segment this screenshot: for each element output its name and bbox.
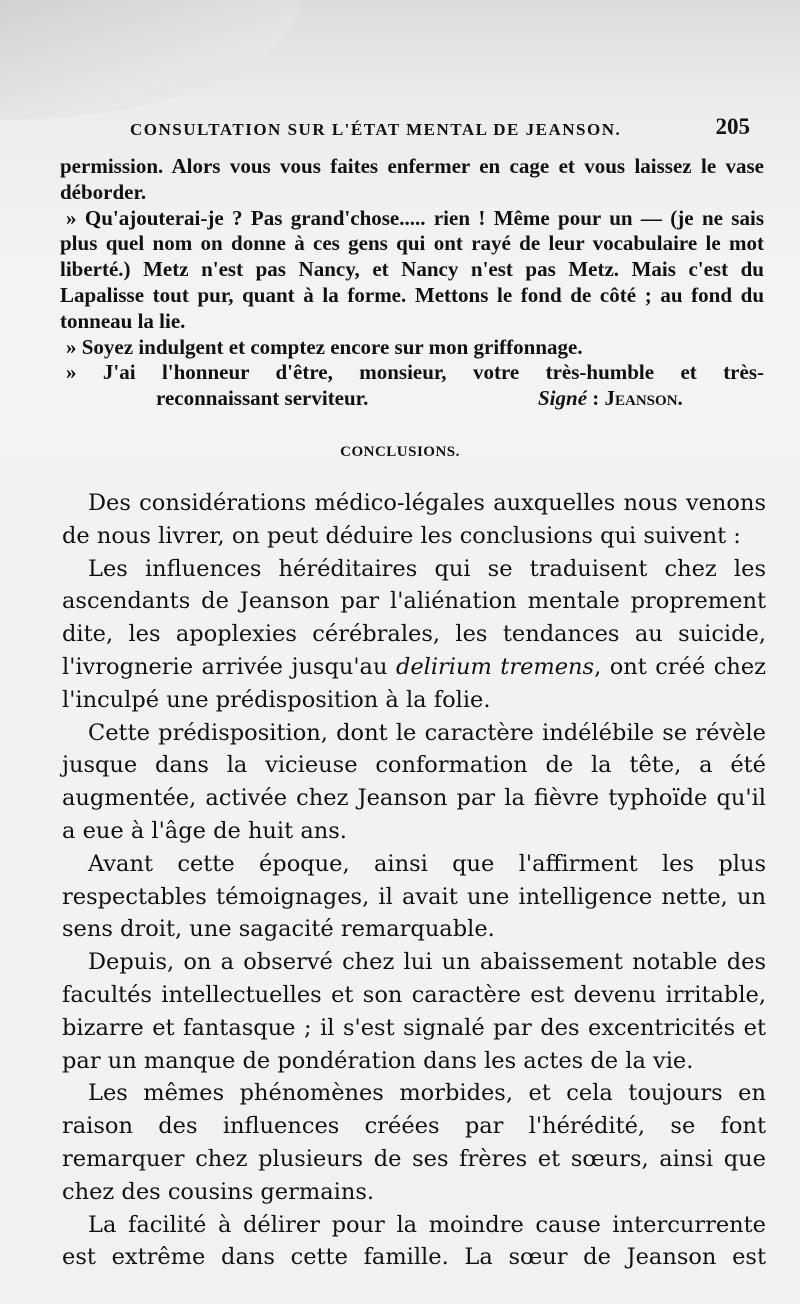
body-paragraph: La facilité à délirer pour la moindre cause intercurrente est extrême dans cette famille. La sœur de Jeanson est — [62, 1211, 766, 1271]
signed-separator: : — [587, 386, 605, 411]
signed-label: Signé — [538, 386, 588, 411]
body-paragraph: Cette prédisposition, dont le caractère indélébile se révèle jusque dans la vicieuse conformation de la tête, a été augmentée, activée chez Jeanson par la fièvre typhoïde qu'il a eue à l'âge de huit ans. — [62, 719, 766, 844]
quoted-letter — [60, 154, 764, 412]
letter-paragraph: » Soyez indulgent et comptez encore sur mon griffonnage. — [66, 334, 583, 359]
running-title: CONSULTATION SUR L'ÉTAT MENTAL DE JEANSON. — [130, 120, 622, 139]
body-paragraph: Avant cette époque, ainsi que l'affirment les plus respectables témoignages, il avait une intelligence nette, un sens droit, une sagacité remarquable. — [62, 850, 766, 943]
signature — [538, 386, 683, 412]
letter-paragraph: permission. Alors vous vous faites enfermer en cage et vous laissez le vase déborder. — [60, 154, 764, 204]
conclusions-body — [62, 487, 766, 1274]
page-fold-shadow — [0, 0, 300, 120]
text-run: , ont créé chez l'inculpé une prédisposition à la folie. — [62, 653, 766, 713]
letter-closing — [60, 386, 764, 412]
running-header — [130, 112, 750, 148]
body-paragraph: Les mêmes phénomènes morbides, et cela toujours en raison des influences créées par l'hérédité, se font remarquer chez plusieurs de ses frères et sœurs, ainsi que chez des cousins germains. — [62, 1080, 766, 1205]
section-heading: CONCLUSIONS. — [340, 444, 460, 460]
page-number: 205 — [715, 114, 750, 139]
body-paragraph: Des considérations médico-légales auxquelles nous venons de nous livrer, on peut déduire les conclusions qui suivent : — [62, 490, 766, 549]
body-paragraph: Depuis, on a observé chez lui un abaissement notable des facultés intellectuelles et son caractère est devenu irritable, bizarre et fantasque ; il s'est signalé par des excentricités et par un manque de pondération dans les actes de la vie. — [62, 949, 766, 1074]
text-run: Les influences héréditaires qui se traduisent chez les ascendants de Jeanson par l'aliénation mentale proprement dite, les apoplexies cérébrales, les tendances au suicide, l'ivrognerie arrivée jusqu'au — [62, 555, 766, 680]
letter-paragraph: » Qu'ajouterai-je ? Pas grand'chose..... rien ! Même pour un — (je ne sais plus quel nom on donne à ces gens qui ont rayé de leur vocabulaire le mot liberté.) Metz n'est pas Nancy, et Nancy n'est pas Metz. Mais c'est du Lapalisse tout pur, quant à la forme. Mettons le fond de côté ; au fond du tonneau la lie. — [60, 205, 764, 333]
signed-name: Jeanson. — [604, 386, 683, 411]
closing-text: reconnaissant serviteur. — [156, 386, 369, 411]
letter-paragraph: » J'ai l'honneur d'être, monsieur, votre très-humble et très- — [66, 360, 764, 385]
italic-term: delirium tremens — [395, 653, 595, 680]
body-paragraph — [62, 553, 766, 717]
